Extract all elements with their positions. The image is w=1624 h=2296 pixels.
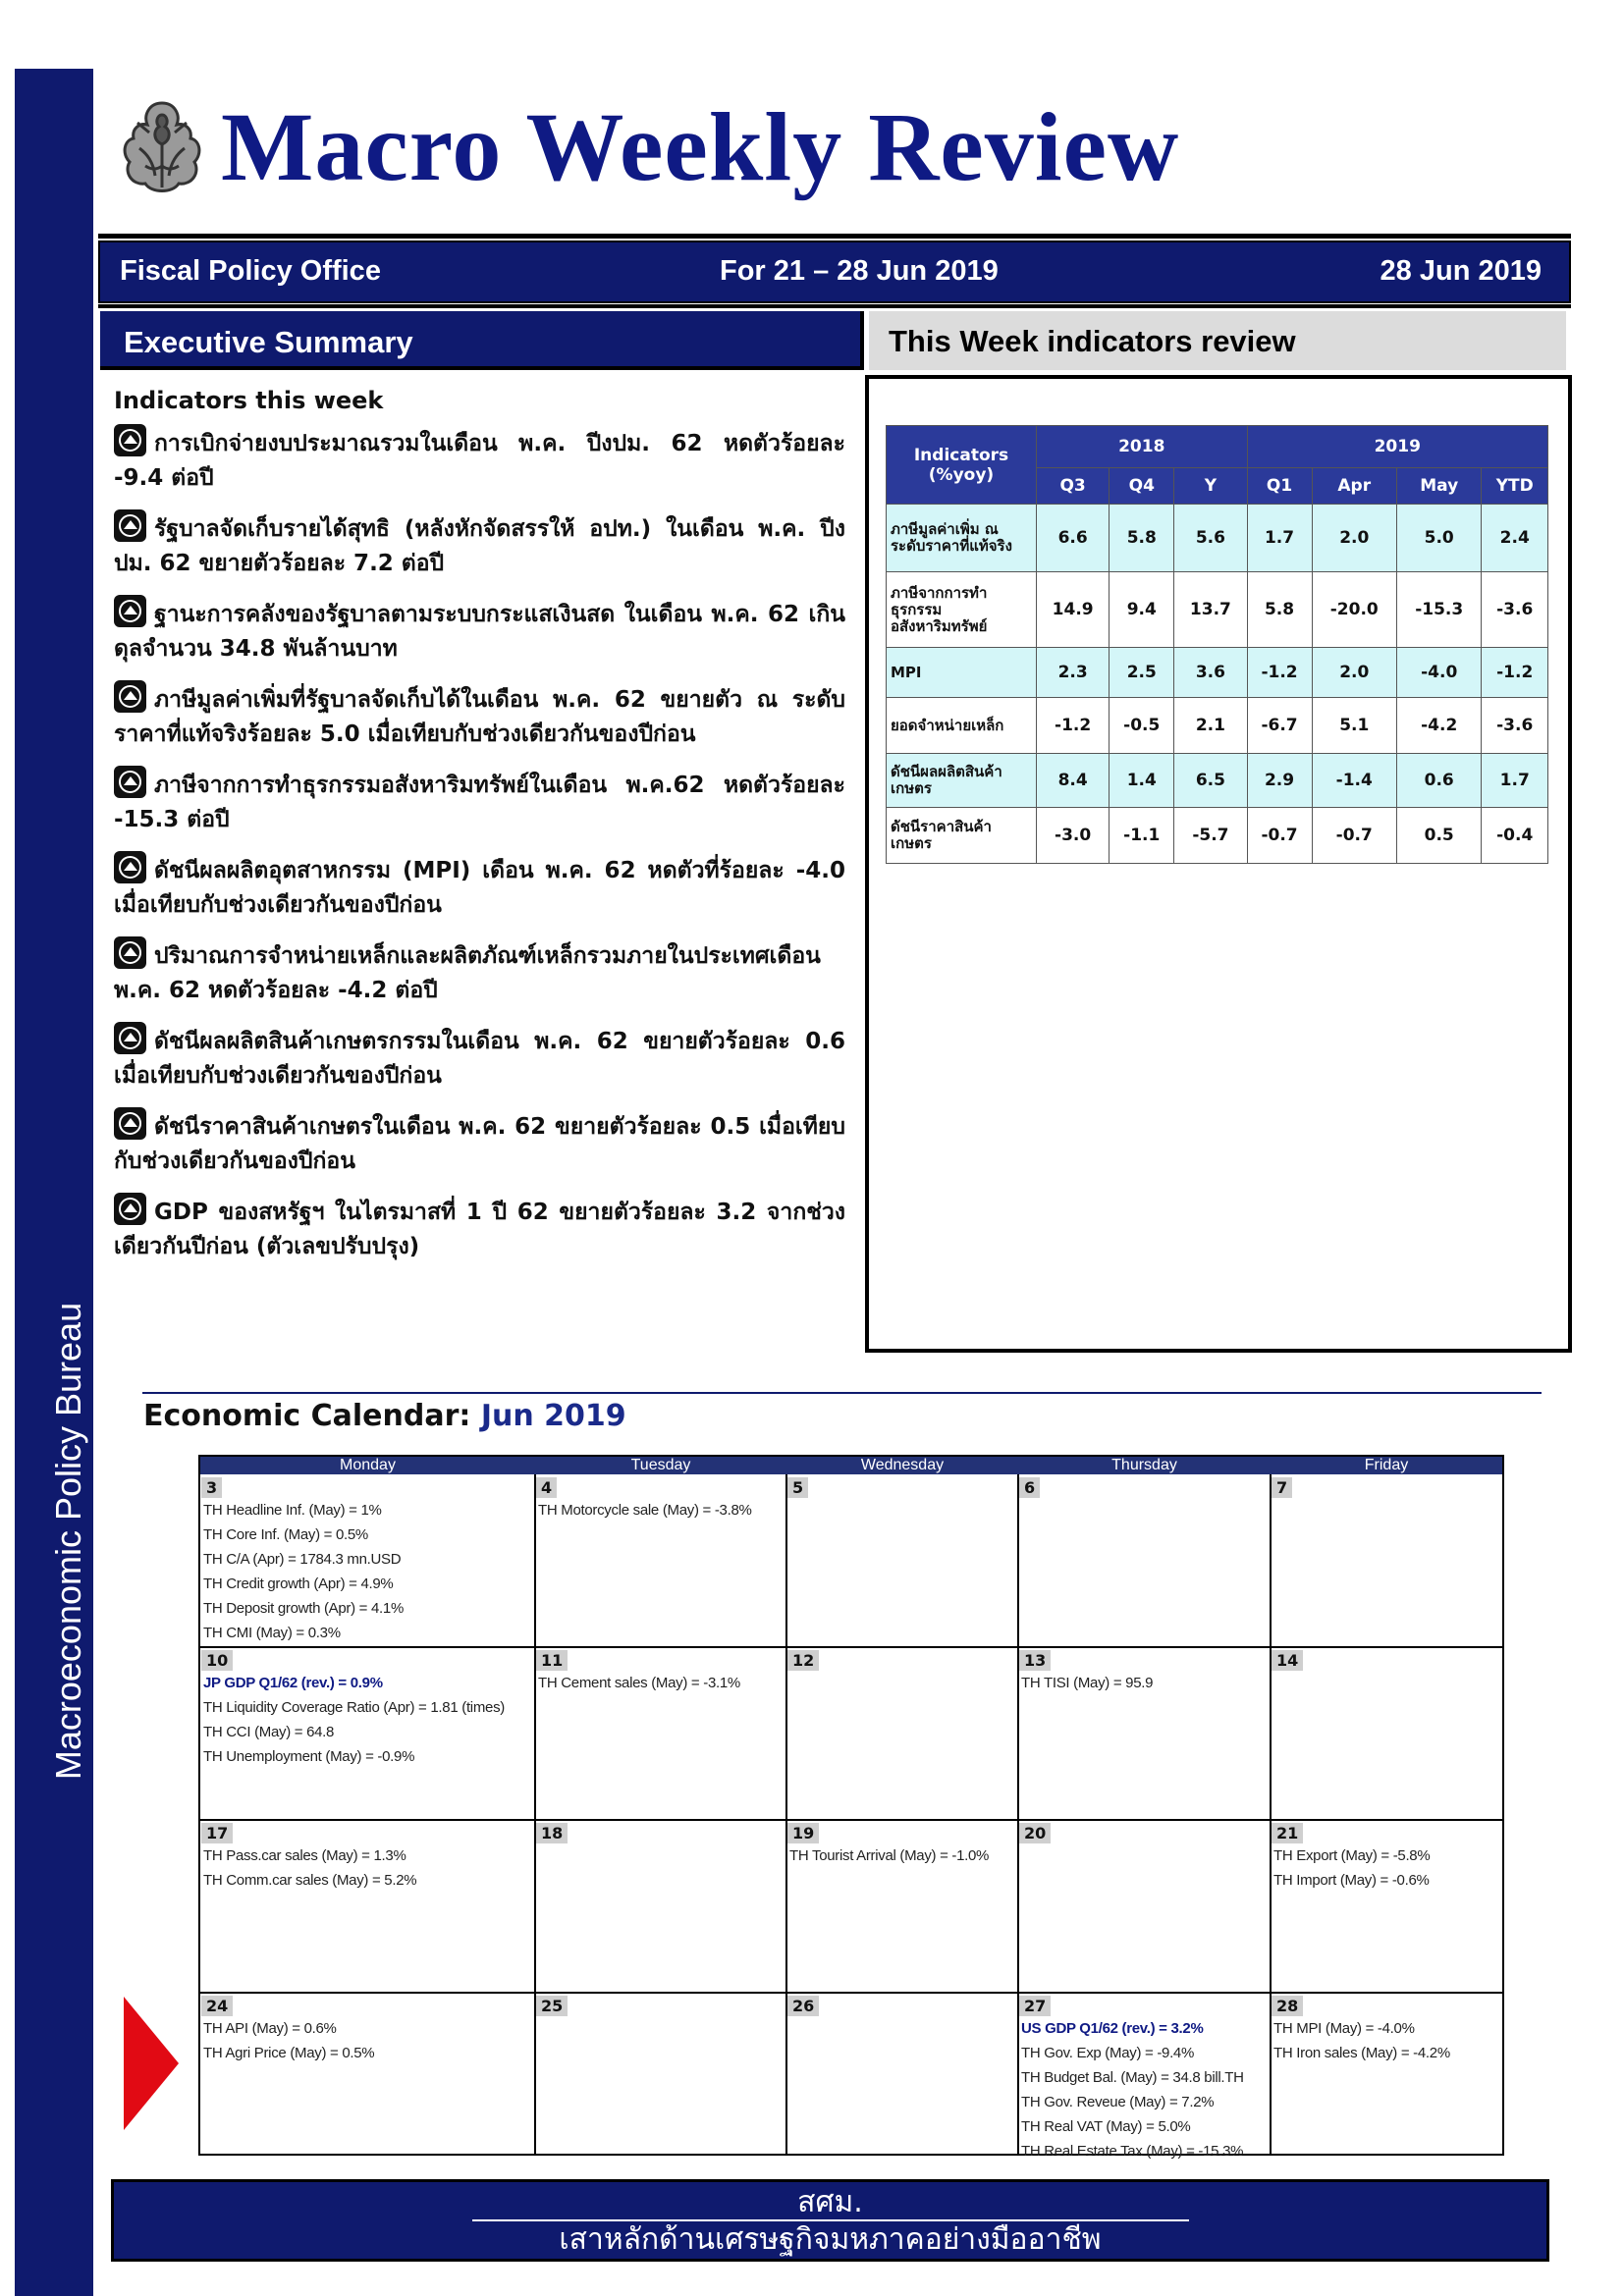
calendar-day-number: 5: [787, 1477, 808, 1498]
indicators-table: [886, 425, 1548, 864]
calendar-day-number: 13: [1019, 1650, 1051, 1671]
calendar-event: TH Credit growth (Apr) = 4.9%: [203, 1575, 394, 1592]
table-cell: 5.8: [1110, 505, 1174, 572]
calendar-day-number: 11: [536, 1650, 568, 1671]
calendar-title: [143, 1399, 626, 1433]
calendar-day-cell: [787, 1648, 1016, 1818]
table-cell: -1.2: [1482, 648, 1548, 698]
up-arrow-circle-icon: [114, 595, 146, 627]
table-column-header: May: [1396, 468, 1481, 505]
indicator-item-text: ภาษีมูลค่าเพิ่มที่รัฐบาลจัดเก็บได้ในเดือน พ.ค. 62 ขยายตัว ณ ระดับราคาที่แท้จริงร้อยละ 5.0 เมื่อเทียบกับช่วงเดียวกันของปีก่อน: [114, 687, 845, 747]
up-arrow-circle-icon: [114, 1193, 146, 1225]
table-cell: 2.0: [1312, 505, 1396, 572]
masthead-title: Macro Weekly Review: [221, 92, 1180, 201]
calendar-event: TH API (May) = 0.6%: [203, 2020, 337, 2037]
calendar-day-number: 4: [536, 1477, 557, 1498]
table-cell: 5.0: [1396, 505, 1481, 572]
calendar-day-cell: [787, 1994, 1016, 2154]
table-cell: -4.0: [1396, 648, 1481, 698]
table-row-label: ยอดจำหน่ายเหล็ก: [887, 698, 1037, 754]
report-date: 28 Jun 2019: [1380, 255, 1542, 287]
up-arrow-circle-icon: [114, 766, 146, 798]
table-cell: 6.6: [1037, 505, 1110, 572]
calendar-event: TH Comm.car sales (May) = 5.2%: [203, 1872, 417, 1889]
table-cell: 2.9: [1247, 754, 1312, 808]
calendar-day-number: 14: [1272, 1650, 1303, 1671]
table-cell: -1.2: [1037, 698, 1110, 754]
indicator-item: [114, 680, 845, 752]
office-name: Fiscal Policy Office: [120, 255, 381, 287]
calendar-event: TH CCI (May) = 64.8: [203, 1724, 335, 1740]
calendar-event: TH Gov. Reveue (May) = 7.2%: [1021, 2094, 1215, 2110]
table-column-header: Q4: [1110, 468, 1174, 505]
table-cell: -1.2: [1247, 648, 1312, 698]
masthead-rule-top: [98, 234, 1571, 239]
calendar-day-cell: [201, 1648, 533, 1818]
indicator-item: [114, 595, 845, 667]
table-row: [887, 572, 1548, 648]
calendar-day-cell: [1019, 1994, 1269, 2160]
up-arrow-circle-icon: [114, 936, 146, 969]
calendar-event: TH Real VAT (May) = 5.0%: [1021, 2118, 1191, 2135]
table-cell: 1.7: [1482, 754, 1548, 808]
indicators-col-header: Indicators (%yoy): [887, 426, 1037, 505]
calendar-day-number: 17: [201, 1823, 233, 1843]
table-cell: 13.7: [1174, 572, 1247, 648]
weekday-label: Thursday: [1111, 1457, 1177, 1473]
calendar-event: TH Import (May) = -0.6%: [1273, 1872, 1430, 1889]
table-cell: -0.4: [1482, 808, 1548, 864]
table-cell: 14.9: [1037, 572, 1110, 648]
calendar-day-number: 7: [1272, 1477, 1292, 1498]
calendar-event: TH CMI (May) = 0.3%: [203, 1625, 341, 1641]
table-cell: 1.7: [1247, 505, 1312, 572]
calendar-event: TH Pass.car sales (May) = 1.3%: [203, 1847, 406, 1864]
calendar-day-cell: [787, 1475, 1016, 1645]
table-row: [887, 754, 1548, 808]
indicator-item: [114, 766, 845, 837]
table-cell: 2.3: [1037, 648, 1110, 698]
table-cell: -15.3: [1396, 572, 1481, 648]
indicator-item: [114, 509, 845, 581]
table-row-label: ภาษีจากการทำธุรกรรมอสังหาริมทรัพย์: [887, 572, 1037, 648]
calendar-event: TH Iron sales (May) = -4.2%: [1273, 2045, 1450, 2061]
indicator-item: [114, 936, 845, 1008]
calendar-day-number: 24: [201, 1996, 233, 2016]
weekday-label: Monday: [340, 1457, 396, 1473]
calendar-day-cell: [1019, 1821, 1269, 1991]
report-period: For 21 – 28 Jun 2019: [720, 255, 999, 287]
year-group-2019: 2019: [1247, 426, 1547, 468]
calendar-day-cell: [1019, 1648, 1269, 1818]
table-row-label: MPI: [887, 648, 1037, 698]
calendar-event: TH Real Estate Tax (May) = -15.3%: [1021, 2143, 1244, 2160]
footer-line-1: สศม.: [797, 2185, 863, 2219]
table-cell: 9.4: [1110, 572, 1174, 648]
table-column-header: Q3: [1037, 468, 1110, 505]
table-cell: -6.7: [1247, 698, 1312, 754]
indicator-item-text: ดัชนีราคาสินค้าเกษตรในเดือน พ.ค. 62 ขยายตัวร้อยละ 0.5 เมื่อเทียบกับช่วงเดียวกันของปีก่อน: [114, 1114, 845, 1174]
left-sidebar: [15, 69, 93, 2296]
table-cell: -0.7: [1312, 808, 1396, 864]
calendar-day-cell: [536, 1821, 785, 1991]
calendar-day-number: 27: [1019, 1996, 1051, 2016]
calendar-day-number: 10: [201, 1650, 233, 1671]
table-cell: 5.1: [1312, 698, 1396, 754]
calendar-event: TH Motorcycle sale (May) = -3.8%: [538, 1502, 752, 1519]
calendar-day-cell: [1272, 1994, 1500, 2154]
indicator-item-text: ดัชนีผลผลิตสินค้าเกษตรกรรมในเดือน พ.ค. 62 ขยายตัวร้อยละ 0.6 เมื่อเทียบกับช่วงเดียวกันของปีก่อน: [114, 1029, 845, 1089]
calendar-event: TH C/A (Apr) = 1784.3 mn.USD: [203, 1551, 402, 1568]
economic-calendar: [198, 1455, 1504, 2160]
table-cell: 2.1: [1174, 698, 1247, 754]
table-row: [887, 698, 1548, 754]
table-cell: -1.1: [1110, 808, 1174, 864]
calendar-event: TH MPI (May) = -4.0%: [1273, 2020, 1415, 2037]
indicators-table-box: [865, 375, 1572, 1353]
calendar-day-number: 18: [536, 1823, 568, 1843]
up-arrow-circle-icon: [114, 424, 146, 456]
table-cell: 0.6: [1396, 754, 1481, 808]
calendar-day-number: 26: [787, 1996, 819, 2016]
executive-summary-title: Executive Summary: [100, 311, 864, 370]
indicator-item-text: รัฐบาลจัดเก็บรายได้สุทธิ (หลังหักจัดสรรให้ อปท.) ในเดือน พ.ค. ปีงปม. 62 ขยายตัวร้อยละ 7.2 ต่อปี: [114, 516, 845, 576]
table-cell: -20.0: [1312, 572, 1396, 648]
calendar-day-number: 28: [1272, 1996, 1303, 2016]
table-cell: -0.7: [1247, 808, 1312, 864]
table-cell: 2.0: [1312, 648, 1396, 698]
table-row: [887, 648, 1548, 698]
footer-banner: [111, 2179, 1549, 2262]
indicator-item-text: GDP ของสหรัฐฯ ในไตรมาสที่ 1 ปี 62 ขยายตัวร้อยละ 3.2 จากช่วงเดียวกันปีก่อน (ตัวเลขปรับปรุง): [114, 1200, 845, 1259]
calendar-day-number: 25: [536, 1996, 568, 2016]
year-group-2018: 2018: [1037, 426, 1248, 468]
calendar-day-cell: [201, 1821, 533, 1991]
calendar-event: TH Unemployment (May) = -0.9%: [203, 1748, 415, 1765]
calendar-day-number: 6: [1019, 1477, 1040, 1498]
up-arrow-circle-icon: [114, 1107, 146, 1140]
calendar-title-prefix: Economic Calendar:: [143, 1399, 471, 1433]
table-cell: 8.4: [1037, 754, 1110, 808]
table-cell: -1.4: [1312, 754, 1396, 808]
calendar-event: TH Core Inf. (May) = 0.5%: [203, 1526, 368, 1543]
calendar-day-cell: [1272, 1648, 1500, 1818]
indicator-item: [114, 424, 845, 496]
up-arrow-circle-icon: [114, 851, 146, 883]
sidebar-label: Macroeconomic Policy Bureau: [48, 1302, 88, 1781]
indicator-item: [114, 851, 845, 923]
table-cell: 6.5: [1174, 754, 1247, 808]
garuda-emblem-icon: [110, 93, 214, 203]
calendar-day-cell: [536, 1475, 785, 1645]
table-cell: -0.5: [1110, 698, 1174, 754]
indicator-item: [114, 1193, 845, 1264]
calendar-day-cell: [1272, 1475, 1500, 1645]
table-row-label: ดัชนีผลผลิตสินค้าเกษตร: [887, 754, 1037, 808]
calendar-day-cell: [201, 1475, 533, 1645]
indicators-review-title: This Week indicators review: [869, 311, 1566, 370]
calendar-event: TH Agri Price (May) = 0.5%: [203, 2045, 375, 2061]
table-cell: 0.5: [1396, 808, 1481, 864]
table-row: [887, 505, 1548, 572]
table-column-header: Q1: [1247, 468, 1312, 505]
calendar-event: JP GDP Q1/62 (rev.) = 0.9%: [203, 1675, 383, 1691]
footer-line-2: เสาหลักด้านเศรษฐกิจมหภาคอย่างมืออาชีพ: [559, 2222, 1102, 2257]
indicator-item-text: ภาษีจากการทำธุรกรรมอสังหาริมทรัพย์ในเดือน พ.ค.62 หดตัวร้อยละ -15.3 ต่อปี: [114, 773, 845, 832]
calendar-title-month: Jun 2019: [480, 1399, 626, 1433]
calendar-event: TH Tourist Arrival (May) = -1.0%: [789, 1847, 990, 1864]
calendar-event: TH Deposit growth (Apr) = 4.1%: [203, 1600, 404, 1617]
masthead-rule-bottom: [98, 304, 1571, 308]
indicator-item-text: ฐานะการคลังของรัฐบาลตามระบบกระแสเงินสด ในเดือน พ.ค. 62 เกินดุลจำนวน 34.8 พันล้านบาท: [114, 602, 845, 662]
calendar-event: TH Export (May) = -5.8%: [1273, 1847, 1431, 1864]
table-column-header: Apr: [1312, 468, 1396, 505]
up-arrow-circle-icon: [114, 1022, 146, 1054]
up-arrow-circle-icon: [114, 680, 146, 713]
calendar-day-number: 21: [1272, 1823, 1303, 1843]
table-cell: -3.6: [1482, 698, 1548, 754]
weekday-label: Tuesday: [630, 1457, 691, 1473]
indicator-item-text: ดัชนีผลผลิตอุตสาหกรรม (MPI) เดือน พ.ค. 62 หดตัวที่ร้อยละ -4.0 เมื่อเทียบกับช่วงเดียวกันของปีก่อน: [114, 858, 845, 918]
table-column-header: Y: [1174, 468, 1247, 505]
calendar-event: TH Liquidity Coverage Ratio (Apr) = 1.81 (times): [203, 1699, 505, 1716]
indicator-item-text: ปริมาณการจำหน่ายเหล็กและผลิตภัณฑ์เหล็กรวมภายในประเทศเดือน พ.ค. 62 หดตัวร้อยละ -4.2 ต่อปี: [114, 943, 821, 1003]
table-row-label: ภาษีมูลค่าเพิ่ม ณ ระดับราคาที่แท้จริง: [887, 505, 1037, 572]
calendar-event: US GDP Q1/62 (rev.) = 3.2%: [1021, 2020, 1204, 2037]
indicators-list: [114, 424, 845, 1278]
calendar-day-number: 12: [787, 1650, 819, 1671]
indicator-item: [114, 1107, 845, 1179]
up-arrow-circle-icon: [114, 509, 146, 542]
calendar-day-number: 20: [1019, 1823, 1051, 1843]
calendar-day-cell: [201, 1994, 533, 2154]
calendar-day-number: 19: [787, 1823, 819, 1843]
calendar-rule: [142, 1392, 1542, 1394]
calendar-day-cell: [1272, 1821, 1500, 1991]
table-cell: 5.8: [1247, 572, 1312, 648]
calendar-day-number: 3: [201, 1477, 222, 1498]
table-cell: -5.7: [1174, 808, 1247, 864]
calendar-day-cell: [787, 1821, 1016, 1991]
calendar-day-cell: [536, 1648, 785, 1818]
indicators-heading: Indicators this week: [114, 387, 384, 414]
indicator-item-text: การเบิกจ่ายงบประมาณรวมในเดือน พ.ค. ปีงปม. 62 หดตัวร้อยละ -9.4 ต่อปี: [114, 431, 845, 491]
table-cell: 1.4: [1110, 754, 1174, 808]
table-cell: 2.5: [1110, 648, 1174, 698]
table-cell: 5.6: [1174, 505, 1247, 572]
table-row: [887, 808, 1548, 864]
weekday-label: Friday: [1364, 1457, 1409, 1473]
header-bar: [98, 240, 1571, 303]
calendar-day-cell: [536, 1994, 785, 2154]
table-cell: -3.0: [1037, 808, 1110, 864]
table-row-label: ดัชนีราคาสินค้าเกษตร: [887, 808, 1037, 864]
table-cell: 2.4: [1482, 505, 1548, 572]
calendar-weekday-header: [200, 1457, 1502, 1474]
calendar-day-cell: [1019, 1475, 1269, 1645]
weekday-label: Wednesday: [860, 1457, 945, 1473]
current-week-arrow-icon: [124, 1997, 179, 2130]
calendar-event: TH TISI (May) = 95.9: [1021, 1675, 1154, 1691]
calendar-event: TH Budget Bal. (May) = 34.8 bill.TH: [1021, 2069, 1244, 2086]
table-column-header: YTD: [1482, 468, 1548, 505]
table-cell: 3.6: [1174, 648, 1247, 698]
calendar-event: TH Gov. Exp (May) = -9.4%: [1021, 2045, 1195, 2061]
calendar-event: TH Headline Inf. (May) = 1%: [203, 1502, 382, 1519]
table-cell: -4.2: [1396, 698, 1481, 754]
calendar-event: TH Cement sales (May) = -3.1%: [538, 1675, 740, 1691]
indicator-item: [114, 1022, 845, 1094]
table-cell: -3.6: [1482, 572, 1548, 648]
